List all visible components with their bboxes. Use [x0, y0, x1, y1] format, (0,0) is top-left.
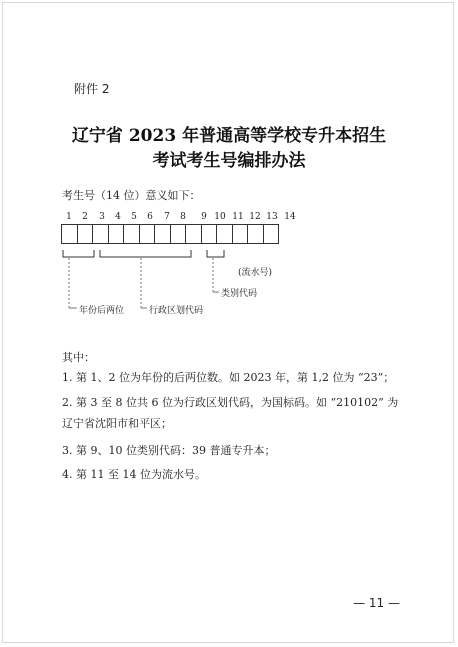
- position-number: 12: [249, 212, 261, 222]
- position-number: 4: [115, 212, 121, 222]
- digit-cell: [61, 224, 78, 244]
- page-number: — 11 —: [353, 596, 400, 610]
- region-code-label: 行政区划代码: [149, 306, 204, 316]
- digit-cell: [123, 224, 140, 244]
- position-number: 6: [147, 212, 153, 222]
- title-line-2: 考试考生号编排办法: [152, 151, 306, 171]
- title-line-1: 辽宁省 2023 年普通高等学校专升本招生: [71, 126, 387, 146]
- digit-cell: [247, 224, 264, 244]
- digit-cell: [201, 224, 218, 244]
- digit-cell: [216, 224, 233, 244]
- position-number: 8: [180, 212, 186, 222]
- digit-cell: [263, 224, 280, 244]
- digit-cell: [154, 224, 171, 244]
- category-code-label: 类别代码: [221, 289, 258, 299]
- position-number: 7: [164, 212, 170, 222]
- position-number: 2: [82, 212, 88, 222]
- digit-cell: [77, 224, 94, 244]
- position-number: 11: [232, 212, 244, 222]
- year-digits-label: 年份后两位: [79, 306, 125, 316]
- position-number: 5: [131, 212, 137, 222]
- rule-item: 3. 第 9、10 位类别代码：39 普通专升本；: [62, 444, 276, 457]
- position-number: 9: [201, 212, 207, 222]
- digit-cell: [185, 224, 202, 244]
- position-number: 10: [214, 212, 226, 222]
- attachment-label: 附件 2: [74, 82, 110, 96]
- explanation-heading: 考生号（14 位）意义如下：: [62, 189, 201, 202]
- position-number: 1: [66, 212, 72, 222]
- digit-cell: [139, 224, 156, 244]
- position-number: 14: [284, 212, 296, 222]
- position-number: 13: [266, 212, 278, 222]
- rule-item: 4. 第 11 至 14 位为流水号。: [62, 468, 206, 481]
- intro-label: 其中：: [62, 351, 95, 364]
- digit-cell: [92, 224, 109, 244]
- position-number: 3: [99, 212, 105, 222]
- digit-cell: [170, 224, 187, 244]
- rule-item: 2. 第 3 至 8 位共 6 位为行政区划代码，为国标码。如 “210102” 为辽宁省沈阳市和平区；: [62, 396, 399, 430]
- digit-cell: [232, 224, 249, 244]
- rule-item: 1. 第 1、2 位为年份的后两位数。如 2023 年，第 1,2 位为 “23”；: [62, 371, 395, 384]
- page-frame: [2, 2, 454, 643]
- digit-cell: [108, 224, 125, 244]
- digit-boxes: [61, 224, 278, 244]
- serial-number-label: (流水号): [238, 268, 273, 278]
